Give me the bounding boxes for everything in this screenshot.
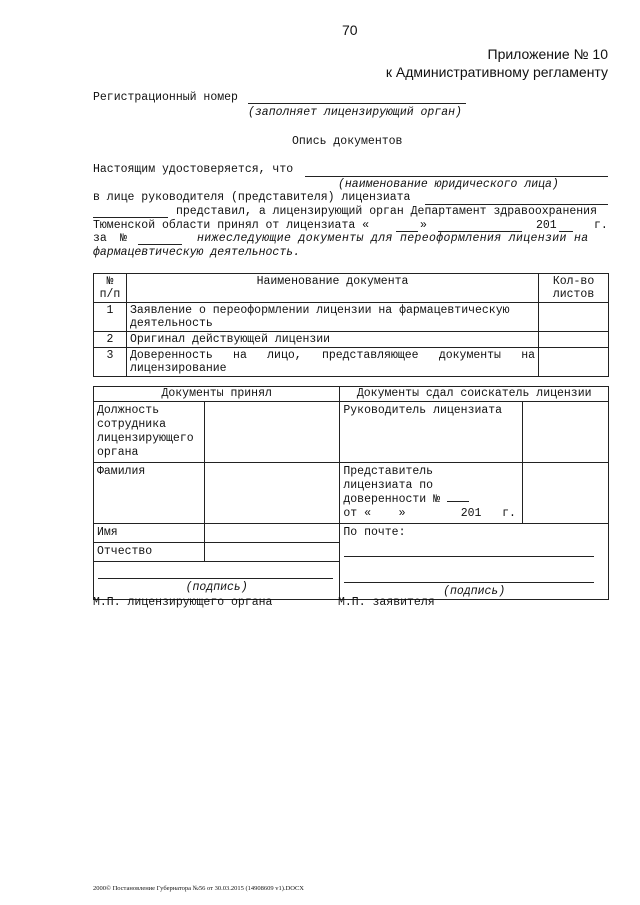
row-count[interactable]	[539, 348, 609, 377]
za-text: за	[93, 232, 107, 245]
row-count[interactable]	[539, 332, 609, 348]
footer-text: 2000© Постановление Губернатора №56 от 30.03.2015 (14908609 v1).DOCX	[93, 885, 304, 892]
documents-table	[93, 273, 609, 377]
number-sign: №	[120, 232, 127, 245]
number-line	[138, 244, 182, 245]
region-text: Тюменской области принял от лицензиата «	[93, 219, 370, 232]
certify-label: Настоящим удостоверяется, что	[93, 163, 294, 176]
table-row	[94, 332, 609, 348]
sign-row-surname	[94, 463, 609, 524]
table-header-row	[94, 274, 609, 303]
table-row	[94, 348, 609, 377]
header-name: Наименование документа	[126, 274, 538, 303]
mail-line-2	[344, 582, 594, 583]
rep-quote: »	[398, 507, 406, 520]
pharm-text: фармацевтическую деятельность.	[93, 246, 301, 259]
surname-label: Фамилия	[94, 463, 205, 524]
row-name: Доверенность на лицо, представляющее документы на лицензирование	[126, 348, 538, 377]
name-label: Имя	[94, 524, 205, 543]
rep-line-1: Представитель	[343, 465, 434, 478]
head-label: Руководитель лицензиата	[340, 402, 523, 463]
stamp-applicant: М.П. заявителя	[338, 596, 435, 609]
rep-year: 201	[460, 507, 482, 520]
region-quote-close: »	[420, 219, 427, 232]
stamp-licensing-body: М.П. лицензирующего органа	[93, 596, 273, 609]
page-number: 70	[342, 22, 358, 38]
sign-header-row	[94, 387, 609, 402]
rep-line-3-text: доверенности №	[343, 493, 440, 506]
by-mail-cell	[340, 524, 609, 600]
rep-line-4	[343, 507, 519, 521]
received-header: Документы принял	[94, 387, 340, 402]
name-value[interactable]	[204, 524, 339, 543]
patronymic-value[interactable]	[204, 543, 339, 562]
sign-row-position	[94, 402, 609, 463]
row-num: 2	[94, 332, 127, 348]
signatures-table	[93, 386, 609, 600]
header-num: № п/п	[94, 274, 127, 303]
row-num: 3	[94, 348, 127, 377]
rep-line-2: лицензиата по	[343, 479, 434, 492]
patronymic-label: Отчество	[94, 543, 205, 562]
mail-line-1	[344, 556, 594, 557]
left-sign-line	[98, 578, 333, 579]
rep-from: от «	[343, 507, 371, 520]
appendix-line-1: Приложение № 10	[487, 46, 608, 62]
document-title: Опись документов	[292, 135, 403, 148]
table-row	[94, 303, 609, 332]
position-value[interactable]	[204, 402, 339, 463]
registration-hint: (заполняет лицензирующий орган)	[248, 106, 462, 119]
representative-line-cont	[93, 217, 168, 218]
region-year: 201	[536, 219, 557, 232]
certify-hint: (наименование юридического лица)	[338, 178, 559, 191]
head-value[interactable]	[523, 402, 609, 463]
row-num: 1	[94, 303, 127, 332]
region-g: г.	[594, 219, 608, 232]
registration-label: Регистрационный номер	[93, 91, 238, 104]
row-name: Заявление о переоформлении лицензии на фармацевтическую деятельность	[126, 303, 538, 332]
rep-g: г.	[502, 507, 516, 520]
position-label: Должность сотрудника лицензирующего органа	[94, 402, 205, 463]
left-signature-cell	[94, 562, 340, 600]
presented-text: представил, а лицензирующий орган Департамент здравоохранения	[176, 205, 597, 218]
representative-value[interactable]	[523, 463, 609, 524]
header-count: Кол-во листов	[539, 274, 609, 303]
registration-number-line	[248, 103, 466, 104]
submitted-header: Документы сдал соискатель лицензии	[340, 387, 609, 402]
legal-entity-line	[305, 176, 608, 177]
appendix-line-2: к Административному регламенту	[385, 64, 608, 80]
representative-cell	[340, 463, 523, 524]
sign-right: (подпись)	[443, 585, 506, 598]
row-count[interactable]	[539, 303, 609, 332]
by-mail-label: По почте:	[343, 526, 406, 539]
row-name: Оригинал действующей лицензии	[126, 332, 538, 348]
in-person-text: в лице руководителя (представителя) лицензиата	[93, 191, 411, 204]
surname-value[interactable]	[204, 463, 339, 524]
sign-left: (подпись)	[185, 581, 248, 594]
proxy-number-line	[447, 501, 469, 502]
sign-row-name	[94, 524, 609, 543]
following-text: нижеследующие документы для переоформления лицензии на	[197, 232, 589, 245]
rep-line-3	[343, 493, 519, 507]
